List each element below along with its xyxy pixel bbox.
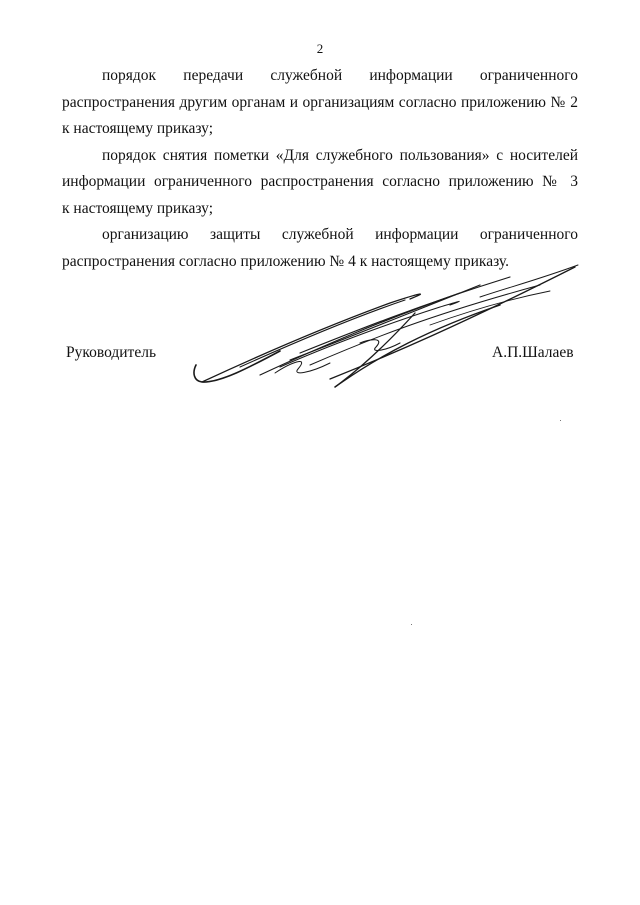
document-body [62, 63, 578, 275]
paragraph-transfer-order [62, 63, 578, 143]
paragraph-line: к настоящему приказу; [62, 199, 214, 217]
paragraph-line: информации ограниченного распространения согласно приложению № 3 [62, 173, 578, 190]
paragraph-line: к настоящему приказу; [62, 120, 214, 137]
scan-speck [411, 624, 412, 625]
paragraph-removal-order [62, 143, 578, 223]
handwritten-signature [180, 255, 590, 405]
paragraph-line: распространения согласно приложению № 4 к настоящему приказу. [62, 252, 509, 270]
paragraph-line: порядок передачи служебной информации ограниченного [102, 67, 578, 84]
signatory-name: А.П.Шалаев [492, 344, 574, 361]
page-number: 2 [316, 41, 324, 56]
paragraph-line: порядок снятия пометки «Для служебного пользования» с носителей [102, 146, 578, 164]
scan-speck [560, 420, 561, 421]
paragraph-line: организацию защиты служебной информации ограниченного [102, 226, 578, 243]
signatory-title: Руководитель [66, 344, 157, 361]
paragraph-line: распространения другим органам и организациям согласно приложению № 2 [62, 93, 578, 111]
signature-block [0, 340, 640, 370]
